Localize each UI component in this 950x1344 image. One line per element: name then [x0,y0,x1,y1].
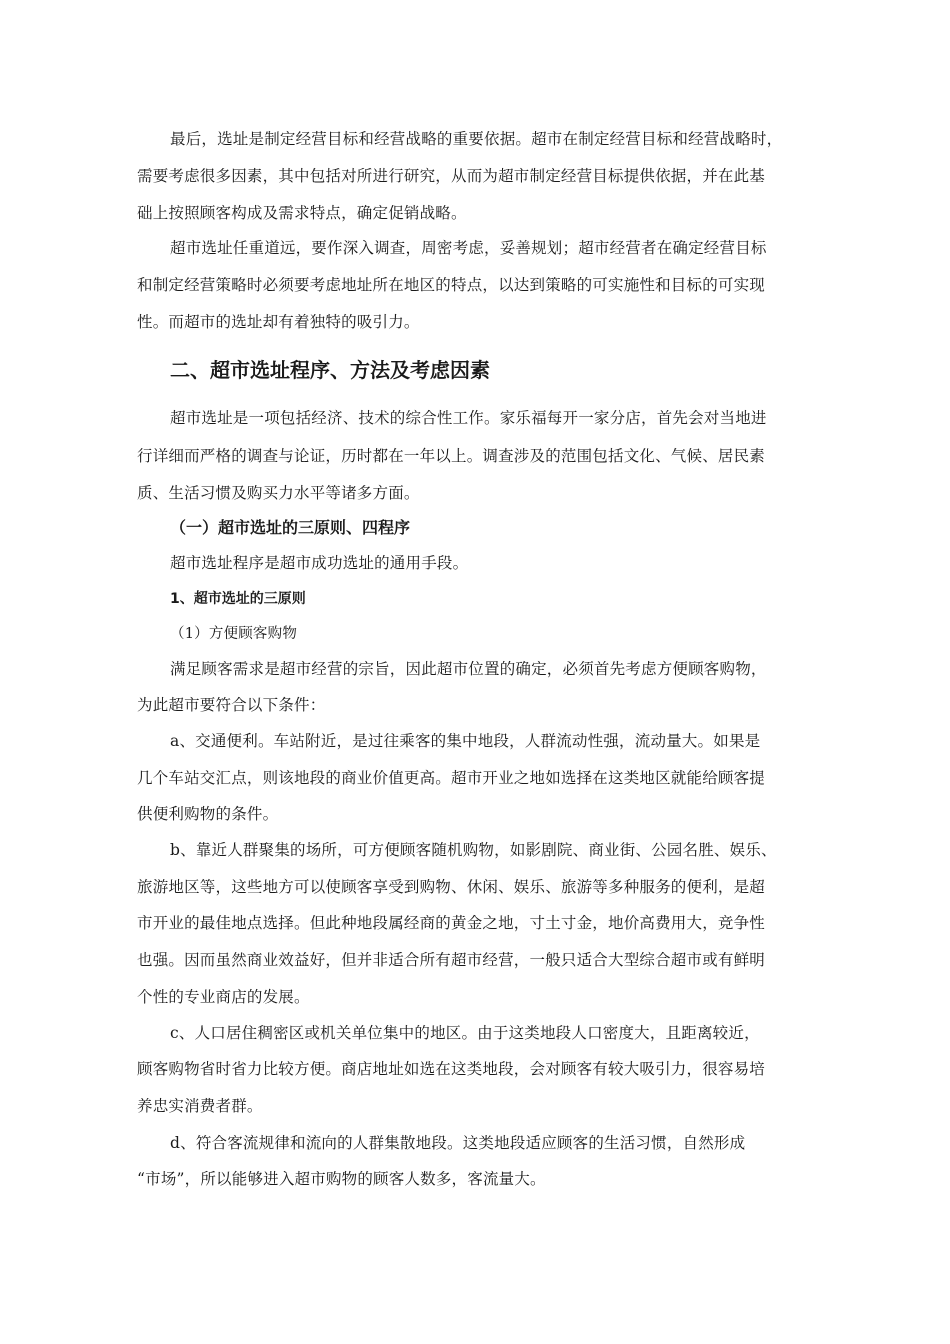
paragraph-line: 为此超市要符合以下条件： [137,696,326,714]
paragraph-line: 超市选址任重道远，要作深入调查，周密考虑，妥善规划；超市经营者在确定经营目标 [170,239,767,257]
paragraph-line: 顾客购物省时省力比较方便。商店地址如选在这类地段，会对顾客有较大吸引力，很容易培 [137,1060,766,1078]
paragraph-line: 需要考虑很多因素，其中包括对所进行研究，从而为超市制定经营目标提供依据，并在此基 [137,167,766,185]
paragraph-line: a、交通便利。车站附近，是过往乘客的集中地段，人群流动性强，流动量大。如果是 [170,732,761,750]
section-heading: 二、超市选址程序、方法及考虑因素 [170,358,490,382]
paragraph-line: 和制定经营策略时必须要考虑地址所在地区的特点，以达到策略的可实施性和目标的可实现 [137,276,766,294]
paragraph-line: d、符合客流规律和流向的人群集散地段。这类地段适应顾客的生活习惯，自然形成 [170,1134,746,1152]
paragraph-line: 础上按照顾客构成及需求特点，确定促销战略。 [137,204,467,222]
paragraph-line: 满足顾客需求是超市经营的宗旨，因此超市位置的确定，必须首先考虑方便顾客购物， [170,660,767,678]
paragraph-line: 最后，选址是制定经营目标和经营战略的重要依据。超市在制定经营目标和经营战略时， [170,130,783,148]
paragraph-line: 超市选址是一项包括经济、技术的综合性工作。家乐福每开一家分店，首先会对当地进 [170,409,767,427]
paragraph-line: b、靠近人群聚集的场所，可方便顾客随机购物，如影剧院、商业街、公园名胜、娱乐、 [170,841,777,859]
paragraph-line: 质、生活习惯及购买力水平等诸多方面。 [137,484,420,502]
paragraph-line: 性。而超市的选址却有着独特的吸引力。 [137,313,420,331]
paragraph-line: 几个车站交汇点，则该地段的商业价值更高。超市开业之地如选择在这类地区就能给顾客提 [137,769,766,787]
paragraph-line: 养忠实消费者群。 [137,1097,263,1115]
paragraph-line: 也强。因而虽然商业效益好，但并非适合所有超市经营，一般只适合大型综合超市或有鲜明 [137,951,766,969]
item-heading: （1）方便顾客购物 [170,626,298,642]
paragraph-line: 旅游地区等，这些地方可以使顾客享受到购物、休闲、娱乐、旅游等多种服务的便利，是超 [137,878,766,896]
paragraph-line: c、人口居住稠密区或机关单位集中的地区。由于这类地段人口密度大，且距离较近， [170,1024,760,1042]
subsection-heading: （一）超市选址的三原则、四程序 [170,518,411,537]
sub-subsection-heading: 1、超市选址的三原则 [170,591,306,607]
paragraph-line: “市场”，所以能够进入超市购物的顾客人数多，客流量大。 [137,1170,546,1188]
paragraph-line: 供便利购物的条件。 [137,805,279,823]
paragraph-line: 个性的专业商店的发展。 [137,988,310,1006]
paragraph-line: 超市选址程序是超市成功选址的通用手段。 [170,554,469,572]
paragraph-line: 行详细而严格的调查与论证，历时都在一年以上。调查涉及的范围包括文化、气候、居民素 [137,447,766,465]
paragraph-line: 市开业的最佳地点选择。但此种地段属经商的黄金之地，寸土寸金，地价高费用大，竞争性 [137,914,766,932]
